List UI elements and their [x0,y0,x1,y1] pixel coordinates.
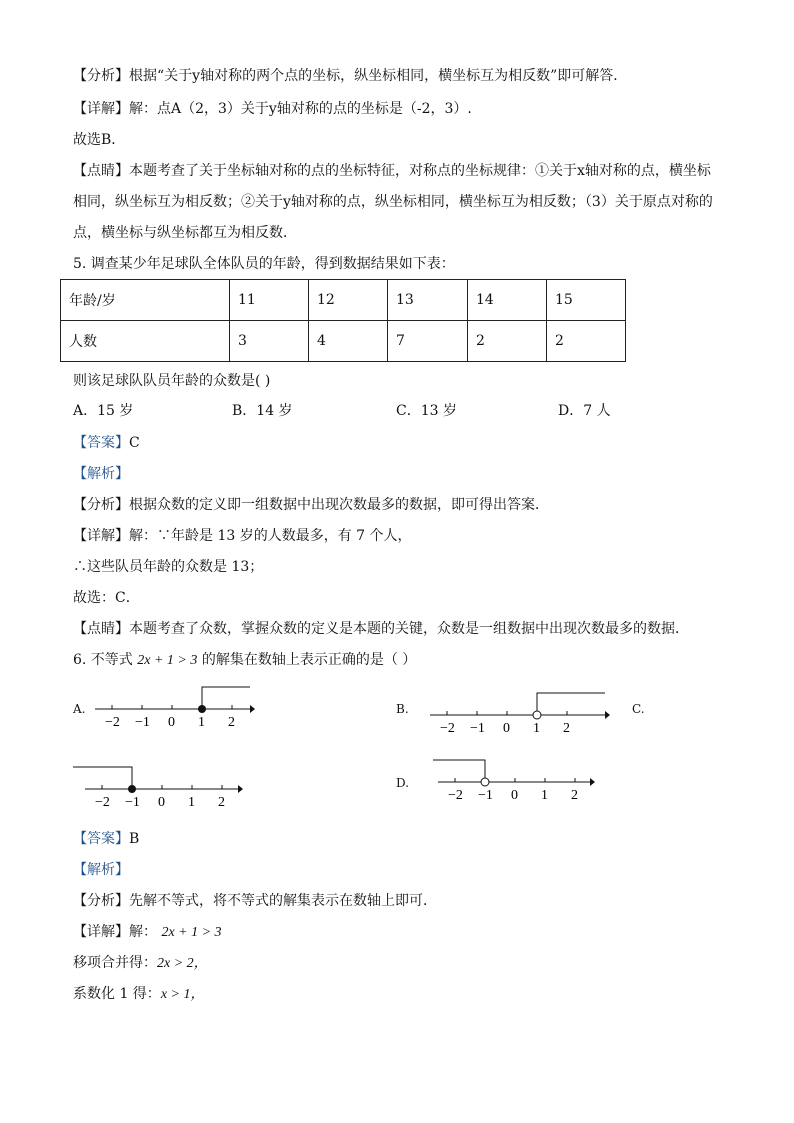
table-cell: 12 [309,280,388,321]
table-cell: 4 [309,321,388,362]
table-cell: 14 [468,280,547,321]
answer-value: C [129,435,140,451]
q6-solution-tag: 【解析】 [73,862,129,878]
detail-tag: 【详解】 [73,924,129,940]
analysis-tag: 【分析】 [73,497,129,513]
q6-option-c-label: C. [632,702,645,716]
tick-label: 2 [571,788,578,803]
tick-label: −1 [470,721,485,736]
tick-label: 0 [168,715,175,730]
tick-label: −2 [105,715,120,730]
table-cell: 15 [547,280,626,321]
number-line-a [95,684,255,734]
stem-expression: 2x + 1 > 3 [137,653,198,668]
q6-option-b-label: B. [396,702,409,716]
table-header-cell: 人数 [61,321,230,362]
q5-option-c: C．13 岁 [396,403,457,419]
number-line-d [430,757,600,807]
stem-prefix: 6. 不等式 [73,652,133,668]
tick-label: 2 [218,795,225,810]
comment-tag: 【点睛】 [73,163,129,179]
q6-answer-line [73,829,139,849]
tick-label: 0 [158,795,165,810]
open-dot [481,778,489,786]
comment-text: 本题考查了众数，掌握众数的定义是本题的关键，众数是一组数据中出现次数最多的数据． [129,621,689,637]
q6-option-d-label: D. [396,776,410,790]
q5-detail-line [73,526,412,546]
tick-label: 2 [228,715,235,730]
tick-label: −1 [125,795,140,810]
q5-option-d: D．7 人 [558,403,611,419]
analysis-text: 根据“关于y轴对称的两个点的坐标，纵坐标相同，横坐标互为相反数”即可解答． [129,68,628,84]
table-cell: 3 [230,321,309,362]
tick-label: 1 [533,721,540,736]
tick-label: 0 [511,788,518,803]
q6-detail-line [73,922,222,943]
detail-text: 解：∵年龄是 13 岁的人数最多，有 7 个人， [129,528,412,544]
tick-label: −2 [448,788,463,803]
detail-text: 解：点A（2，3）关于y轴对称的点的坐标是（-2，3）. [129,101,472,117]
stem-suffix: 的解集在数轴上表示正确的是（ ） [201,652,417,668]
table-row [61,321,626,362]
tick-label: 1 [541,788,548,803]
tick-label: 1 [198,715,205,730]
q6-step2-line [73,953,208,974]
q6-step3-line [73,984,204,1005]
comment-tag: 【点睛】 [73,621,129,637]
comment-text: 本题考查了关于坐标轴对称的点的坐标特征，对称点的坐标规律：①关于x轴对称的点，横坐标 [129,163,711,179]
analysis-text: 先解不等式，将不等式的解集表示在数轴上即可． [129,893,437,909]
table-cell: 2 [547,321,626,362]
table-cell: 7 [388,321,468,362]
step2-expression: 2x > 2， [157,956,208,971]
q5-option-a: A．15 岁 [73,403,134,419]
q5-comment-line [73,619,689,639]
q6-analysis-line [73,891,437,911]
number-line-b [430,690,610,740]
tick-label: 1 [188,795,195,810]
open-dot [533,711,541,719]
tick-label: −1 [135,715,150,730]
tick-label: −2 [95,795,110,810]
table-cell: 13 [388,280,468,321]
q5-option-b: B．14 岁 [232,403,293,419]
tick-label: 0 [503,721,510,736]
tick-label: 2 [563,721,570,736]
q4-comment-line-3: 点，横坐标与纵坐标都互为相反数． [73,225,297,241]
tick-label: −1 [478,788,493,803]
q4-comment-line-2: 相同，纵坐标互为相反数；②关于y轴对称的点，纵坐标相同，横坐标互为相反数；（3）关于原点对称的 [73,194,713,210]
analysis-text: 根据众数的定义即一组数据中出现次数最多的数据，即可得出答案． [129,497,549,513]
step3-prefix: 系数化 1 得： [73,986,161,1002]
table-cell: 11 [230,280,309,321]
answer-tag: 【答案】 [73,831,129,847]
answer-value: B [129,831,140,847]
q6-stem [73,650,416,671]
tick-label: −2 [440,721,455,736]
analysis-tag: 【分析】 [73,68,129,84]
q5-question: 则该足球队队员年龄的众数是( ) [73,373,271,389]
answer-tag: 【答案】 [73,435,129,451]
q5-choice-line: 故选：C． [73,590,140,606]
table-row [61,280,626,321]
detail-tag: 【详解】 [73,528,129,544]
q6-option-a-label: A. [73,702,86,716]
closed-dot [128,785,136,793]
detail-expression: 2x + 1 > 3 [161,925,222,940]
q5-stem: 5. 调查某少年足球队全体队员的年龄，得到数据结果如下表： [73,256,455,272]
step3-expression: x > 1， [160,987,205,1002]
number-line-c [73,764,248,814]
age-table [60,279,626,362]
q5-therefore-line: ∴这些队员年龄的众数是 13； [73,559,264,575]
closed-dot [198,705,206,713]
q4-comment-line-1 [73,161,711,181]
q4-detail-line [73,99,472,119]
table-cell: 2 [468,321,547,362]
q4-choice-line: 故选B． [73,132,126,148]
step2-prefix: 移项合并得： [73,955,157,971]
detail-tag: 【详解】 [73,101,129,117]
q5-answer-line [73,433,140,453]
detail-prefix: 解： [129,924,157,940]
q5-analysis-line [73,495,549,515]
q5-solution-tag: 【解析】 [73,466,129,482]
table-header-cell: 年龄/岁 [61,280,230,321]
q4-analysis-line [73,66,627,86]
analysis-tag: 【分析】 [73,893,129,909]
